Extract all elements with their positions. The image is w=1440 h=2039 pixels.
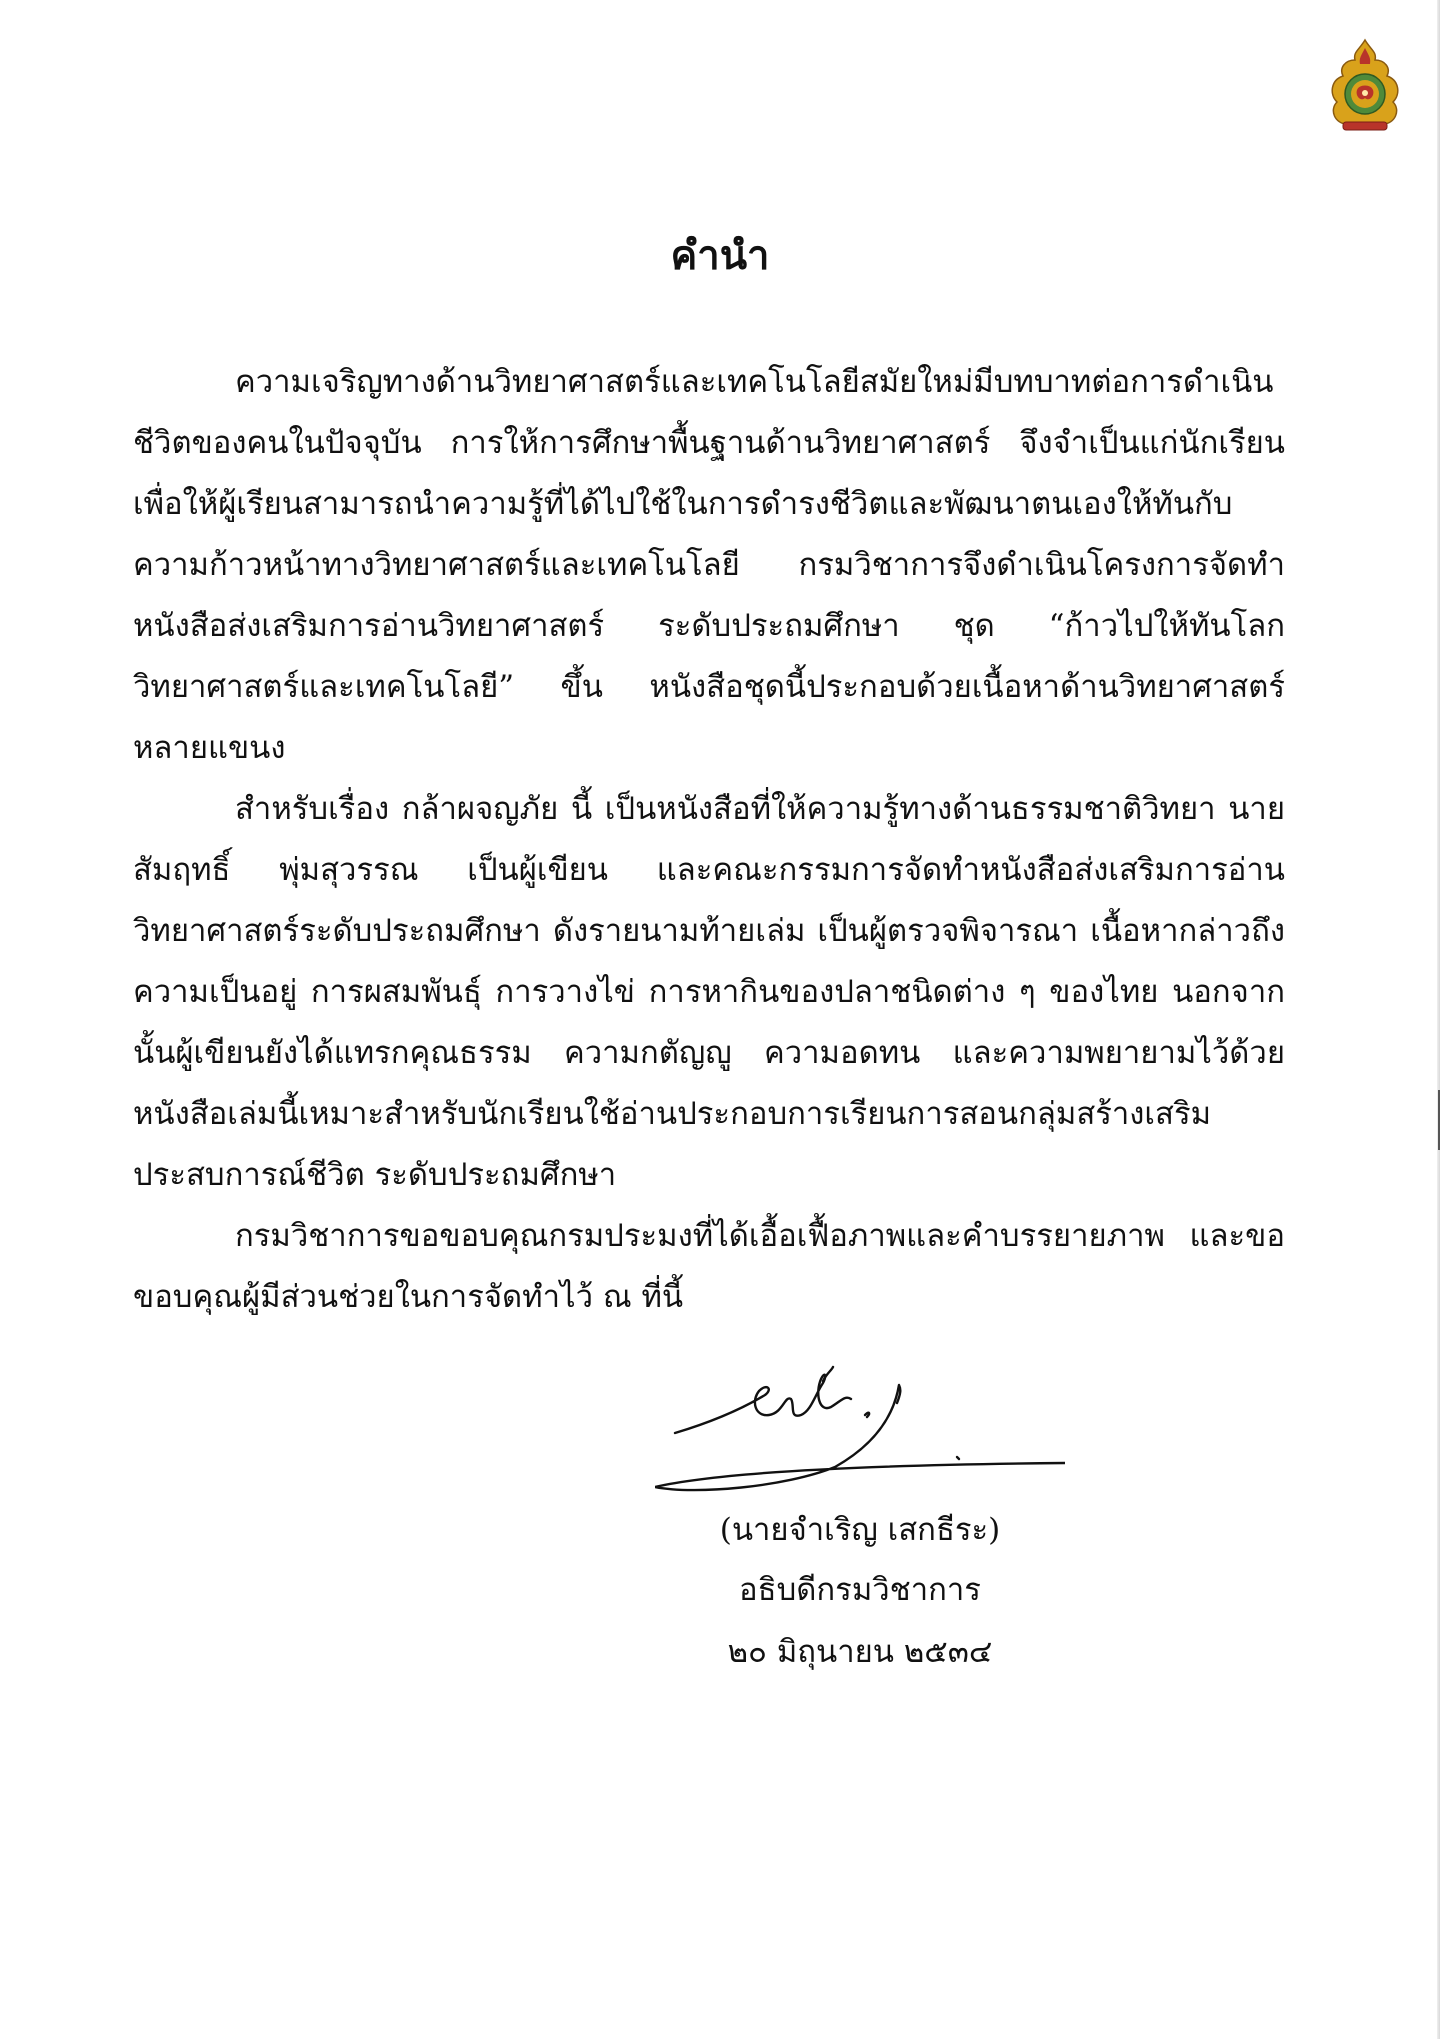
handwritten-signature-icon: [655, 1355, 1065, 1495]
paragraph-acknowledgement: กรมวิชาการขอขอบคุณกรมประมงที่ได้เอื้อเฟื้อภาพและคำบรรยายภาพ และขอขอบคุณผู้มีส่วนช่วยในการจัดทำไว้ ณ ที่นี้: [133, 1218, 1285, 1315]
signer-position: อธิบดีกรมวิชาการ: [739, 1572, 981, 1608]
paragraph-intro: ความเจริญทางด้านวิทยาศาสตร์และเทคโนโลยีสมัยใหม่มีบทบาทต่อการดำเนินชีวิตของคนในปัจจุบัน การให้การศึกษาพื้นฐานด้านวิทยาศาสตร์ จึงจำเป็นแก่นักเรียน เพื่อให้ผู้เรียนสามารถนำความรู้ที่ได้ไปใช้ในการดำรงชีวิตและพัฒนาตนเองให้ทันกับความก้าวหน้าทางวิทยาศาสตร์และเทคโนโลยี กรมวิชาการจึงดำเนินโครงการจัดทำหนังสือส่งเสริมการอ่านวิทยาศาสตร์ ระดับประถมศึกษา ชุด “ก้าวไปให้ทันโลกวิทยาศาสตร์และเทคโนโลยี” ขึ้น หนังสือชุดนี้ประกอบด้วยเนื้อหาด้านวิทยาศาสตร์หลายแขนง: [133, 364, 1285, 766]
ministry-seal-icon: [1325, 38, 1405, 134]
signer-name: (นายจำเริญ เสกธีระ): [719, 1512, 1001, 1548]
paragraph-book-description: สำหรับเรื่อง กล้าผจญภัย นี้ เป็นหนังสือที่ให้ความรู้ทางด้านธรรมชาติวิทยา นายสัมฤทธิ์ พุ่มสุวรรณ เป็นผู้เขียน และคณะกรรมการจัดทำหนังสือส่งเสริมการอ่านวิทยาศาสตร์ระดับประถมศึกษา ดังรายนามท้ายเล่ม เป็นผู้ตรวจพิจารณา เนื้อหากล่าวถึงความเป็นอยู่ การผสมพันธุ์ การวางไข่ การหากินของปลาชนิดต่าง ๆ ของไทย นอกจากนั้นผู้เขียนยังได้แทรกคุณธรรม ความกตัญญู ความอดทน และความพยายามไว้ด้วย หนังสือเล่มนี้เหมาะสำหรับนักเรียนใช้อ่านประกอบการเรียนการสอนกลุ่มสร้างเสริมประสบการณ์ชีวิต ระดับประถมศึกษา: [133, 791, 1285, 1193]
signature-date: ๒๐ มิถุนายน ๒๕๓๔: [727, 1634, 993, 1670]
document-title: คำนำ: [670, 232, 770, 279]
document-body: [133, 352, 1285, 1328]
